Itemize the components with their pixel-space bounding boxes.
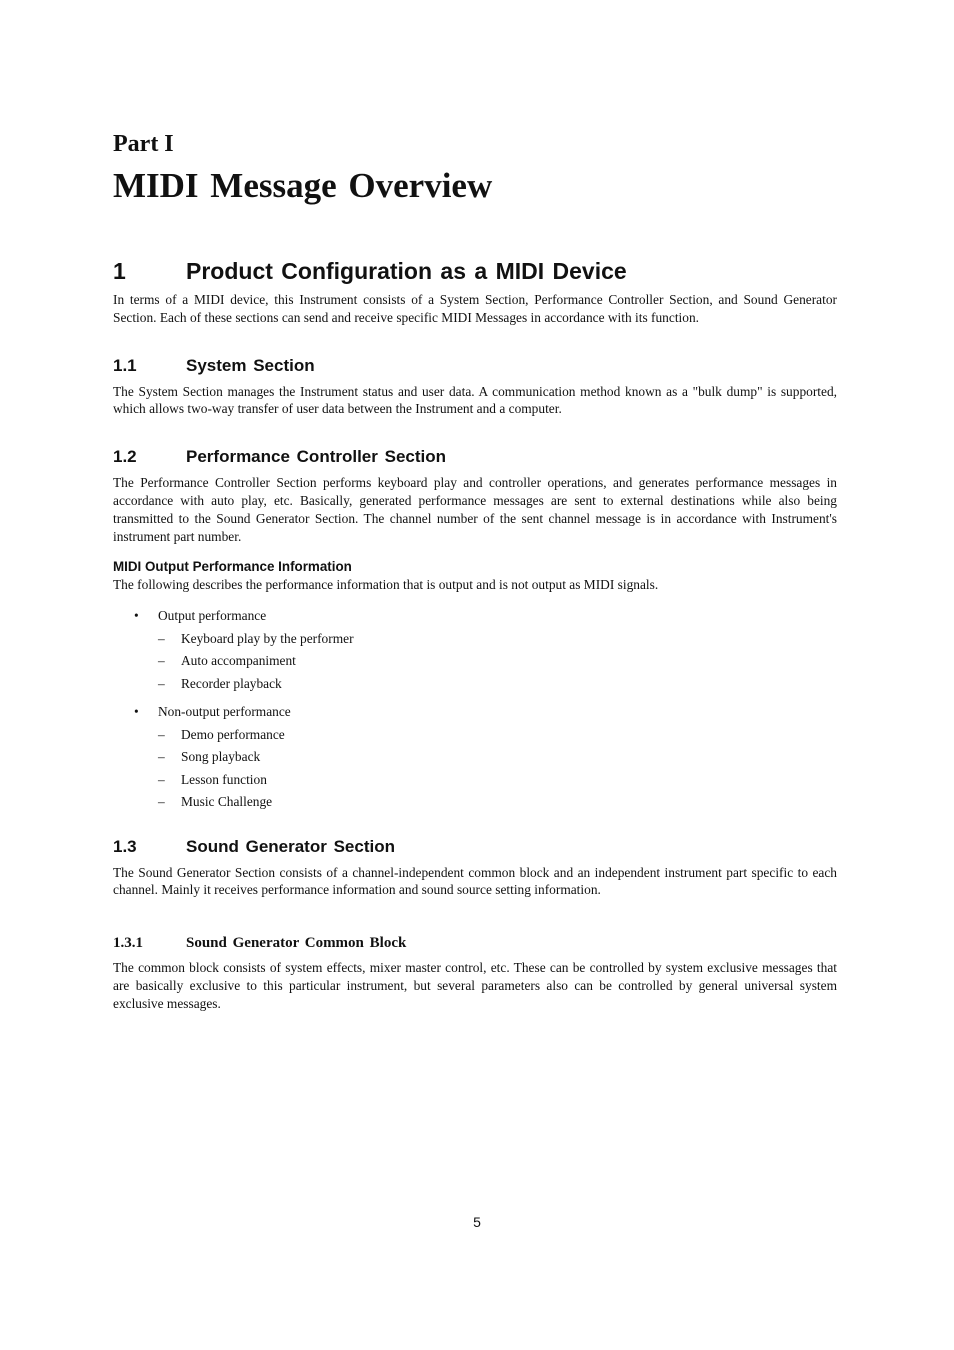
list-item-label: Output performance <box>158 608 267 624</box>
sub-list-item <box>158 724 837 747</box>
sub-list-item <box>158 769 837 792</box>
section-1-3-number: 1.3 <box>113 836 137 856</box>
sub-list-item-label: Keyboard play by the performer <box>181 630 354 646</box>
section-1-2-body: The Performance Controller Section performs keyboard play and controller operations, and generates performance messages in accordance with auto play, etc. Basically, generated performance messages are sent to external destinations while also being transmitted to the Sound Generator Section. The channel number of the sent channel message is in accordance with Instrument's instrument part number. <box>113 475 837 544</box>
list-item <box>113 701 837 814</box>
dash-icon: – <box>158 749 165 765</box>
midi-output-description: The following describes the performance information that is output and is not output as MIDI signals. <box>113 577 659 593</box>
section-1-1-heading <box>113 355 837 377</box>
part-label: Part I <box>113 131 174 157</box>
section-1-2-number: 1.2 <box>113 447 137 467</box>
dash-icon: – <box>158 630 165 646</box>
section-1-1-number: 1.1 <box>113 355 137 375</box>
sub-list-item-label: Auto accompaniment <box>181 653 296 669</box>
sub-list-item-label: Lesson function <box>181 771 267 787</box>
section-1-1-title: System Section <box>186 355 315 375</box>
section-1-number: 1 <box>113 258 126 284</box>
dash-icon: – <box>158 653 165 669</box>
section-1-3-1-body: The common block consists of system effects, mixer master control, etc. These can be controlled by system exclusive messages that are basically exclusive to this particular instrument, but several parameters also can be controlled by general universal system exclusive messages. <box>113 960 837 1011</box>
sub-list-item-label: Demo performance <box>181 726 285 742</box>
section-1-3-heading <box>113 836 837 858</box>
sub-list <box>158 724 837 814</box>
dash-icon: – <box>158 794 165 810</box>
part-title: MIDI Message Overview <box>113 166 493 205</box>
document-page <box>113 130 837 1013</box>
section-1-3-1-heading <box>113 933 837 953</box>
sub-list-item-label: Recorder playback <box>181 675 282 691</box>
sub-list-item <box>158 673 837 696</box>
section-1-title: Product Configuration as a MIDI Device <box>186 258 627 284</box>
sub-list-item <box>158 650 837 673</box>
section-1-1-body: The System Section manages the Instrument status and user data. A communication method known as a "bulk dump" is supported, which allows two-way transfer of user data between the Instrument and a computer. <box>113 383 837 417</box>
section-1-3-1-title: Sound Generator Common Block <box>186 935 407 952</box>
sub-list-item <box>158 628 837 651</box>
bullet-icon: • <box>134 608 139 624</box>
page-number: 5 <box>473 1214 481 1230</box>
midi-output-subheading: MIDI Output Performance Information <box>113 559 352 575</box>
section-1-body: In terms of a MIDI device, this Instrument consists of a System Section, Performance Controller Section, and Sound Generator Section. Each of these sections can send and receive specific MIDI Messages in accordance with its function. <box>113 292 837 325</box>
list-item <box>113 605 837 695</box>
section-1-3-title: Sound Generator Section <box>186 836 395 856</box>
sub-list <box>158 628 837 696</box>
sub-list-item <box>158 746 837 769</box>
performance-list <box>113 605 837 814</box>
sub-list-item <box>158 791 837 814</box>
section-1-3-1-number: 1.3.1 <box>113 935 143 952</box>
dash-icon: – <box>158 771 165 787</box>
sub-list-item-label: Song playback <box>181 749 261 765</box>
section-1-heading <box>113 257 837 285</box>
list-item-label: Non-output performance <box>158 704 291 720</box>
sub-list-item-label: Music Challenge <box>181 794 273 810</box>
section-1-2-heading <box>113 446 837 468</box>
dash-icon: – <box>158 675 165 691</box>
bullet-icon: • <box>134 704 139 720</box>
dash-icon: – <box>158 726 165 742</box>
section-1-3-body: The Sound Generator Section consists of a channel-independent common block and an independent instrument part specific to each channel. Mainly it receives performance information and sound source setting information. <box>113 864 837 898</box>
section-1-2-title: Performance Controller Section <box>186 447 447 467</box>
